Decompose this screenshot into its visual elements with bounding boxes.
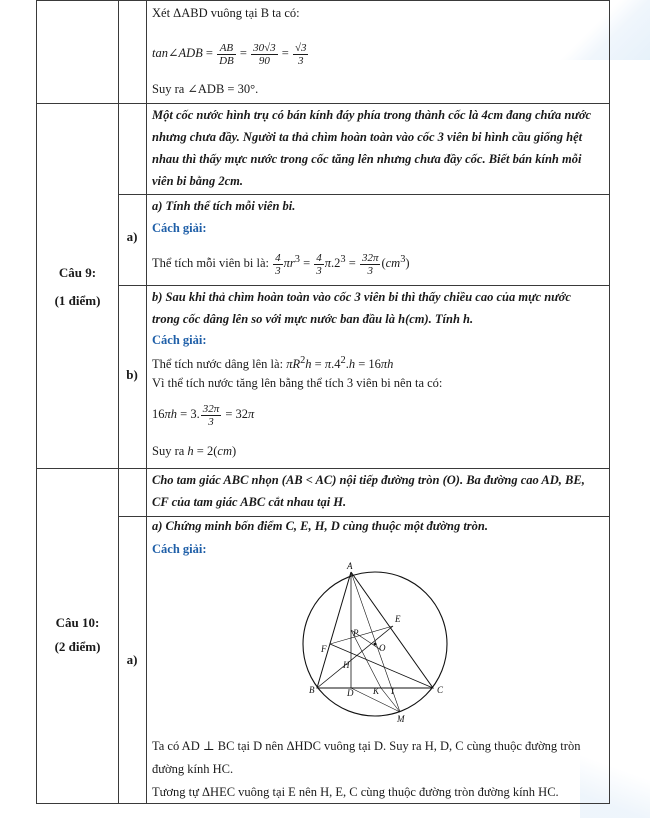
question-9a-text: a) Tính thể tích mỗi viên bi. [152,199,296,213]
solution-line: đường kính HC. [152,762,234,776]
solution-prefix: Thể tích mỗi viên bi là: [152,256,269,271]
intro-line: viên bi bằng 2cm. [152,174,243,188]
method-label: Cách giải: [152,333,207,347]
point-label: B [309,685,315,695]
point-label: K [373,686,380,696]
equality-line: Vì thể tích nước tăng lên bằng thể tích 3 viên bi nên ta có: [152,376,443,390]
question-10a-label: a) [126,652,138,667]
question-9b-line: b) Sau khi thả chìm hoàn toàn vào cốc 3 viên bi thì thấy chiều cao của mực nước [152,290,571,304]
tan-formula: tan∠ADB = $\frac{AB}{DB}$ = $\frac{30√3}{90}$ = $\frac{√3}{3}$ [152,41,307,67]
top-line-3: Suy ra ∠ADB = 30°. [152,82,259,96]
question-10-points: (2 điểm) [54,639,101,654]
solution-line: Tương tự ΔHEC vuông tại E nên H, E, C cùng thuộc đường tròn đường kính HC. [152,785,559,799]
method-label: Cách giải: [152,221,207,235]
sphere-volume-solution: Thể tích mỗi viên bi là: $\frac{4}{3}$ $\pi r^3$ = $\frac{4}{3}$ $\pi.2^3$ = $\frac{32\pi}{3}$ $(cm^3)$ [152,251,410,277]
point-label: H [343,660,350,670]
question-10-label: Câu 10: [55,615,100,630]
equation-line: 16πh = 3. $\frac{32\pi}{3}$ = 32π [152,402,255,428]
method-label: Cách giải: [152,542,207,556]
point-label: I [391,686,394,696]
question-9-label: Câu 9: [58,265,97,280]
background-decoration [580,728,650,818]
question-9b-line: trong cốc dâng lên so với mực nước ban đầu là h(cm). Tính h. [152,312,474,326]
solution-line: Ta có AD ⊥ BC tại D nên ΔHDC vuông tại D. Suy ra H, D, C cùng thuộc đường tròn [152,739,581,753]
intro-line: nhưng chưa đầy. Người ta thả chìm hoàn toàn vào cốc 3 viên bi hình cầu giống hệt [152,130,583,144]
question-9a-label: a) [126,229,138,244]
background-decoration [560,0,650,60]
geometry-figure [295,560,455,725]
top-line-1: Xét ΔABD vuông tại B ta có: [152,6,300,20]
intro-line: Một cốc nước hình trụ có bán kính đáy phía trong thành cốc là 4cm đang chứa nước [152,108,592,122]
point-label: O [379,643,386,653]
rise-volume-text: Thể tích nước dâng lên là: [152,357,284,372]
point-label: P [353,628,359,638]
point-label: M [397,714,405,724]
point-label: E [395,614,401,624]
question-9-points: (1 điểm) [54,293,101,308]
question-10-intro-line: CF của tam giác ABC cắt nhau tại H. [152,495,347,509]
point-label: F [321,644,327,654]
question-10-intro-line: Cho tam giác ABC nhọn (AB < AC) nội tiếp đường tròn (O). Ba đường cao AD, BE, [152,473,585,487]
point-label: A [347,561,353,571]
result-prefix: Suy ra [152,444,185,458]
point-label: D [347,688,354,698]
rise-volume-line: Thể tích nước dâng lên là: $\pi R^2h = \pi.4^2.h = 16\pi h$ [152,355,394,372]
result-line: Suy ra h = 2(cm) [152,444,237,458]
intro-line: nhau thì thấy mực nước trong cốc tăng lên nhưng chưa đầy cốc. Biết bán kính mỗi [152,152,582,166]
question-9b-label: b) [126,367,138,382]
question-10a-text: a) Chứng minh bốn điểm C, E, H, D cùng thuộc một đường tròn. [152,519,488,533]
point-label: C [437,685,444,695]
